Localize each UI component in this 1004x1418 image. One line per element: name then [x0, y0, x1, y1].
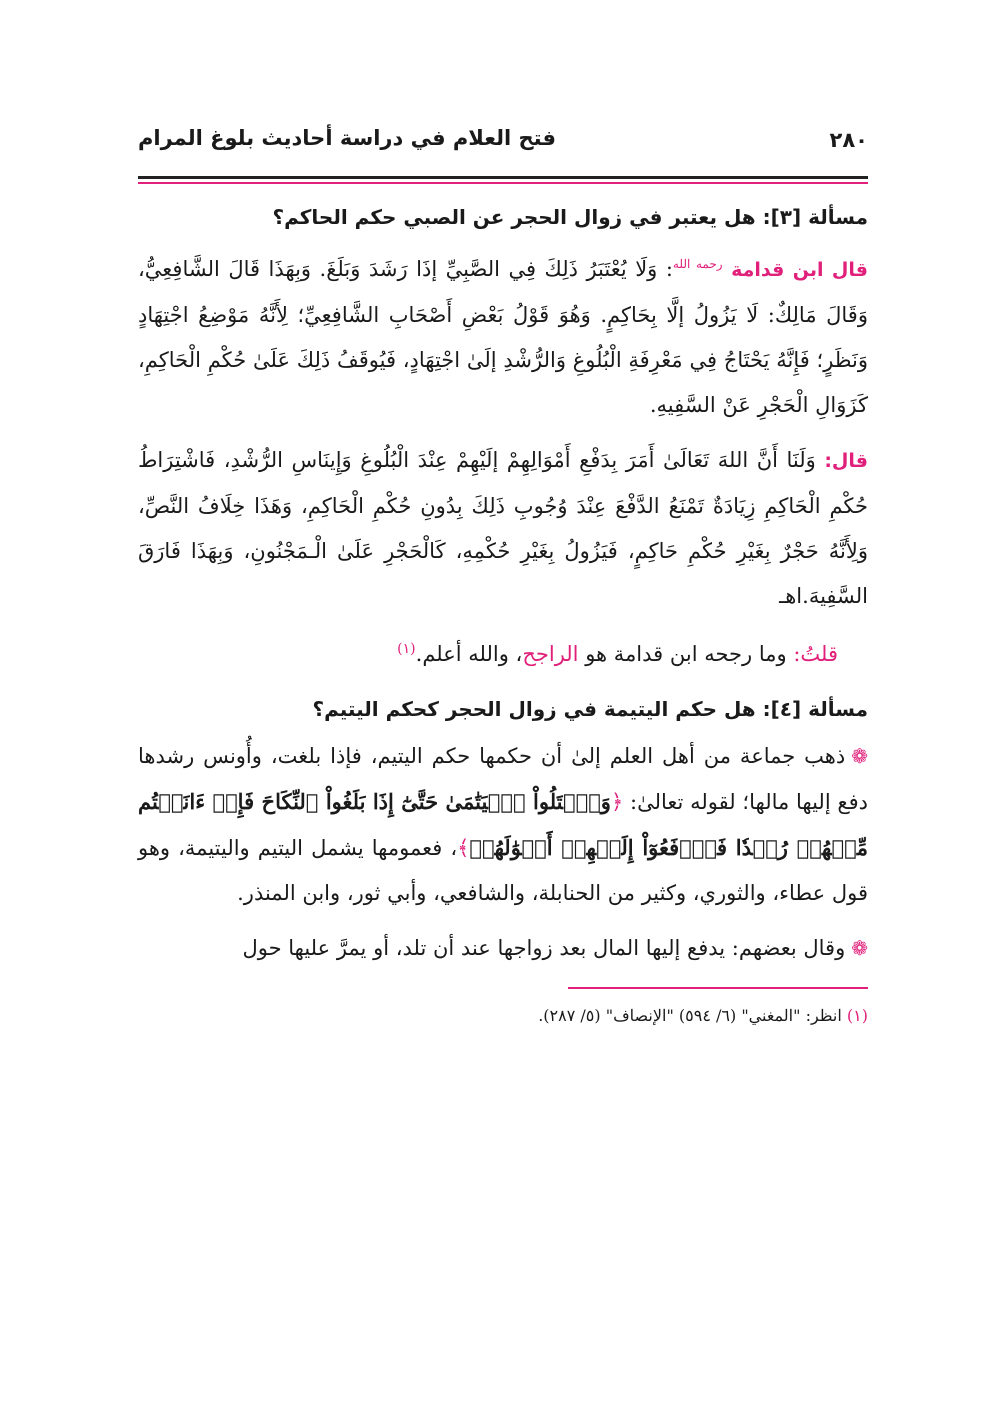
paragraph-ibn-qudama — [138, 242, 868, 428]
paragraph-3-text-before: ذهب جماعة من أهل العلم إلىٰ أن حكمها حكم اليتيم، فإذا بلغت، وأُونس رشدها دفع إليها مالها؛ لقوله تعالىٰ: — [138, 744, 868, 814]
header-rule-thick — [138, 176, 868, 179]
quran-verse: وَٱبۡتَلُواْ ٱلۡيَتَٰمَىٰ حَتَّىٰٓ إِذَا بَلَغُواْ ٱلنِّكَاحَ فَإِنۡ ءَانَسۡتُم مِّنۡهُمۡ رُشۡدٗا فَٱدۡفَعُوٓاْ إِلَيۡهِمۡ أَمۡوَٰلَهُمۡ — [138, 789, 868, 860]
book-title: فتح العلام في دراسة أحاديث بلوغ المرام — [138, 126, 556, 150]
question-3-heading — [138, 202, 868, 232]
page-number: ٢٨٠ — [829, 128, 868, 152]
paragraph-1-text: : وَلَا يُعْتَبَرُ ذَلِكَ فِي الصَّبِيِّ إذَا رَشَدَ وَبَلَغَ. وَبِهَذَا قَالَ الشَّافِعِيُّ، وَقَالَ مَالِكٌ: لَا يَزُولُ إلَّا بِحَاكِمٍ. وَهُوَ قَوْلُ بَعْضِ أَصْحَابِ الشَّافِعِيِّ؛ لِأَنَّهُ مَوْضِعُ اجْتِهَادٍ وَنَظَرٍ؛ فَإِنَّهُ يَحْتَاجُ فِي مَعْرِفَةِ الْبُلُوغِ وَالرُّشْدِ إلَىٰ اجْتِهَادٍ، فَيُوقَفُ ذَلِكَ عَلَىٰ حُكْمِ الْحَاكِمِ، كَزَوَالِ الْحَجْرِ عَنْ السَّفِيهِ. — [138, 257, 868, 417]
footnote-number: (١) — [846, 1006, 868, 1025]
paragraph-3-text-after: ، فعمومها يشمل اليتيم واليتيمة، وهو قول عطاء، والثوري، وكثير من الحنابلة، والشافعي، وأبي ثور، وابن المنذر. — [138, 836, 868, 905]
ornate-bracket-open: ﴿ — [610, 790, 624, 814]
note-highlight: الراجح — [522, 642, 579, 666]
ornate-bracket-close: ﴾ — [457, 836, 470, 860]
footnote-divider — [568, 987, 868, 989]
author-note — [138, 627, 868, 676]
page-header — [138, 120, 868, 164]
document-page — [138, 120, 868, 1029]
question-3-text: هل يعتبر في زوال الحجر عن الصبي حكم الحاكم؟ — [272, 205, 756, 229]
paragraph-2-text: وَلَنَا أَنَّ اللهَ تَعَالَىٰ أَمَرَ بِدَفْعِ أَمْوَالِهِمْ إلَيْهِمْ عِنْدَ الْبُلُوغِ وَإِينَاسِ الرُّشْدِ، فَاشْتِرَاطُ حُكْمِ الْحَاكِمِ زِيَادَةٌ تَمْنَعُ الدَّفْعَ عِنْدَ وُجُوبِ ذَلِكَ بِدُونِ حُكْمِ الْحَاكِمِ، وَهَذَا خِلَافُ النَّصِّ، وَلِأَنَّهُ حَجْرٌ بِغَيْرِ حُكْمِ حَاكِمٍ، فَيَزُولُ بِغَيْرِ حُكْمِهِ، كَالْحَجْرِ عَلَىٰ الْـمَجْنُونِ، وَبِهَذَا فَارَقَ السَّفِيهَ.اهـ — [138, 448, 868, 608]
flower-bullet-icon: ❁ — [851, 744, 868, 768]
paragraph-first-opinion — [138, 734, 868, 916]
question-4-heading — [138, 694, 868, 724]
paragraph-qala — [138, 438, 868, 619]
question-3-label: مسألة [٣]: — [762, 205, 868, 229]
note-label: قلتُ: — [793, 642, 838, 666]
honorific: رحمه الله — [672, 257, 723, 271]
note-text-before: وما رجحه ابن قدامة هو — [578, 642, 794, 666]
footnote-text: انظر: "المغني" (٦/ ٥٩٤) "الإنصاف" (٥/ ٢٨٧). — [538, 1006, 842, 1025]
footnote-reference[interactable]: (١) — [397, 641, 416, 657]
question-4-label: مسألة [٤]: — [762, 697, 868, 721]
header-rule-pink — [138, 182, 868, 184]
paragraph-second-opinion — [138, 926, 868, 971]
note-text-after: ، والله أعلم. — [415, 642, 523, 666]
flower-bullet-icon: ❁ — [851, 936, 868, 960]
footnote — [138, 1003, 868, 1029]
paragraph-4-text: وقال بعضهم: يدفع إليها المال بعد زواجها عند أن تلد، أو يمرَّ عليها حول — [242, 936, 846, 960]
speaker-qala: قال: — [824, 450, 868, 472]
question-4-text: هل حكم اليتيمة في زوال الحجر كحكم اليتيم؟ — [312, 697, 756, 721]
speaker-ibn-qudama: قال ابن قدامة — [731, 259, 868, 281]
